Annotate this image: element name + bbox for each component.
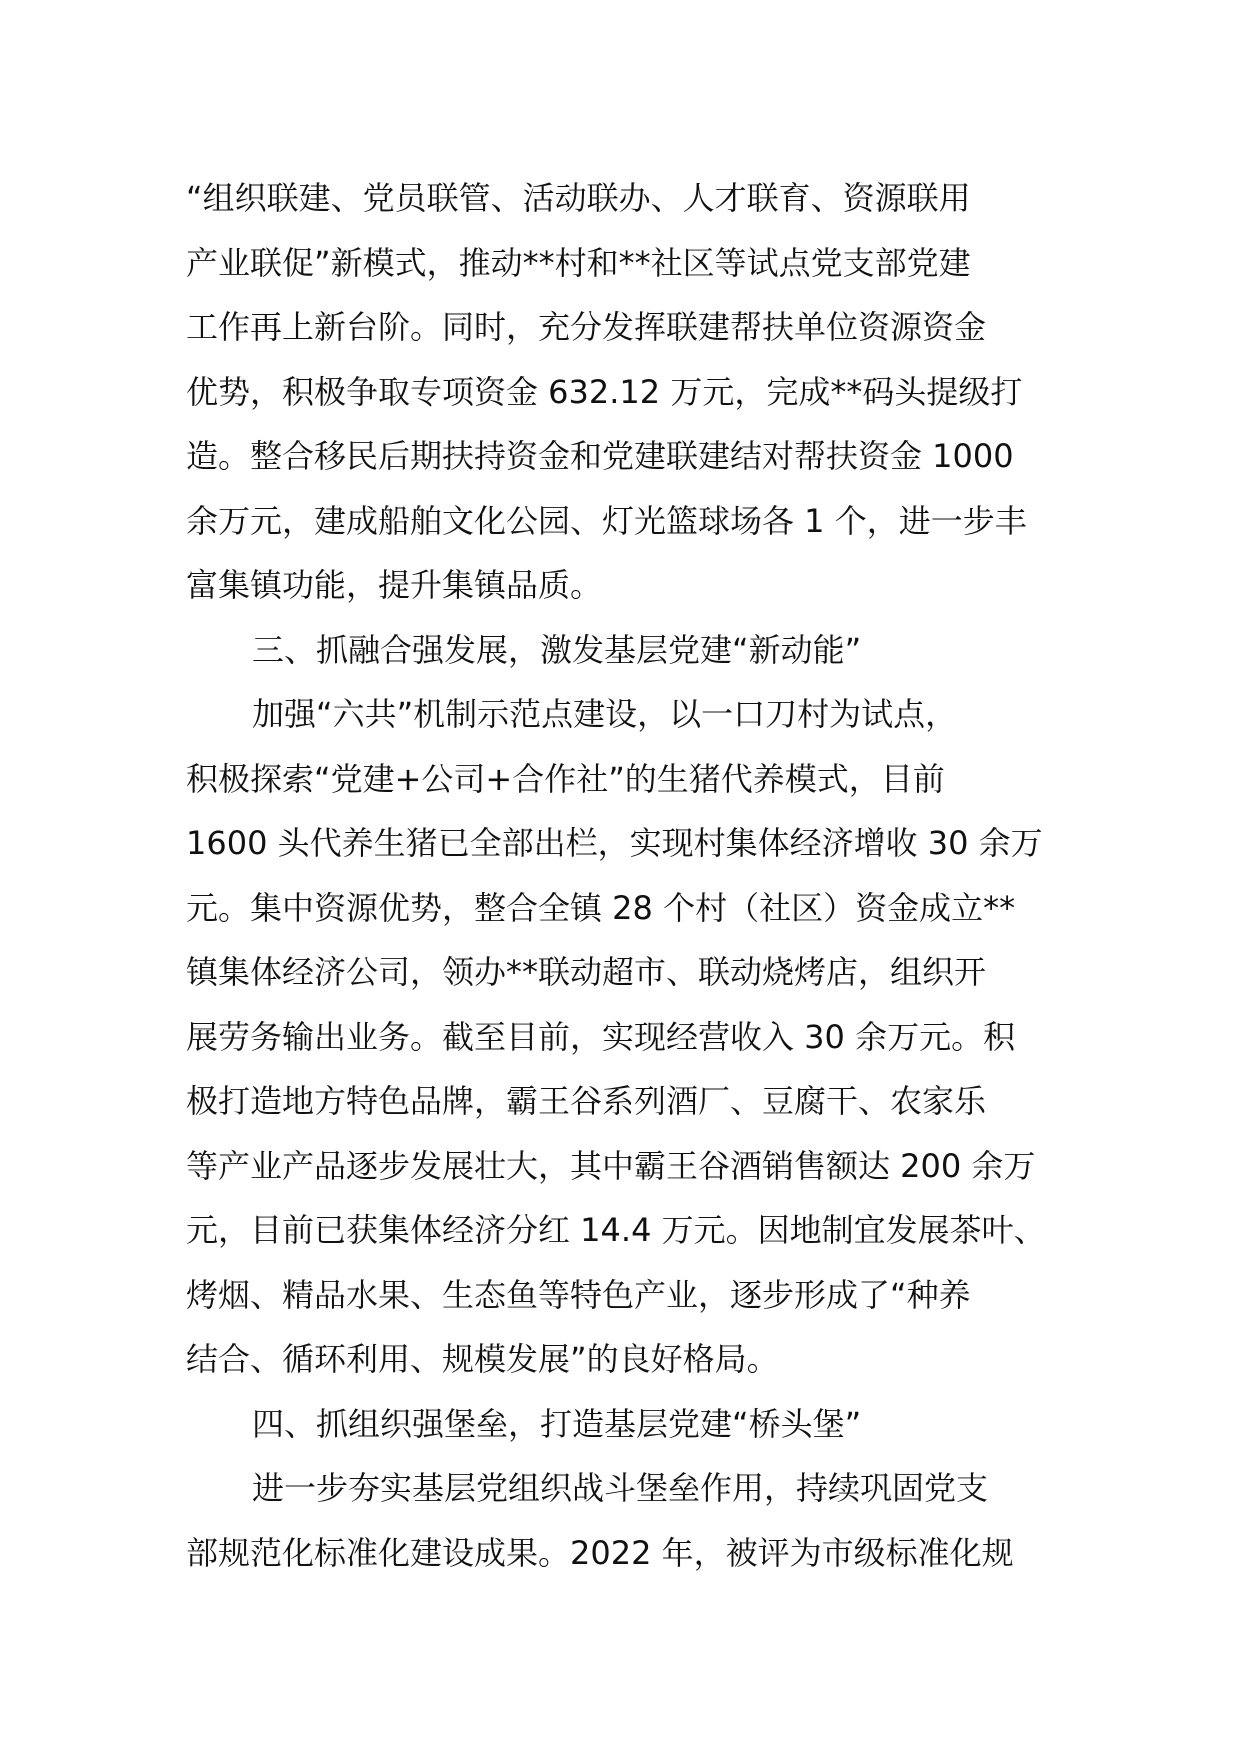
text-line: 工作再上新台阶。同时，充分发挥联建帮扶单位资源资金 xyxy=(186,308,987,346)
text-line: 烤烟、精品水果、生态鱼等特色产业，逐步形成了“种养 xyxy=(186,1275,971,1314)
text-line: 结合、循环利用、规模发展”的良好格局。 xyxy=(186,1340,779,1378)
text-line: 元，目前已获集体经济分红 14.4 万元。因地制宜发展茶叶、 xyxy=(186,1211,1046,1249)
text-line: 造。整合移民后期扶持资金和党建联建结对帮扶资金 1000 xyxy=(186,437,1014,475)
text-line: 余万元，建成船舶文化公园、灯光篮球场各 1 个，进一步丰 xyxy=(186,501,1027,540)
text-line: 展劳务输出业务。截至目前，实现经营收入 30 余万元。积 xyxy=(186,1017,1016,1056)
text-line: 镇集体经济公司，领办**联动超市、联动烧烤店，组织开 xyxy=(186,953,987,991)
text-line: “组织联建、党员联管、活动联办、人才联育、资源联用 xyxy=(186,179,971,217)
text-line: 部规范化标准化建设成果。2022 年，被评为市级标准化规 xyxy=(186,1533,1014,1572)
text-line: 富集镇功能，提升集镇品质。 xyxy=(186,566,603,604)
paragraph-first-line: 加强“六共”机制示范点建设，以一口刀村为试点， xyxy=(252,695,958,733)
text-line: 极打造地方特色品牌，霸王谷系列酒厂、豆腐干、农家乐 xyxy=(186,1082,987,1120)
text-line: 积极探索“党建+公司+合作社”的生猪代养模式，目前 xyxy=(186,759,945,798)
text-line: 产业联促”新模式，推动**村和**社区等试点党支部党建 xyxy=(186,243,971,282)
section-heading-4: 四、抓组织强堡垒，打造基层党建“桥头堡” xyxy=(252,1404,862,1443)
text-line: 优势，积极争取专项资金 632.12 万元，完成**码头提级打 xyxy=(186,372,1023,411)
text-line: 元。集中资源优势，整合全镇 28 个村（社区）资金成立** xyxy=(186,888,1016,927)
section-heading-3: 三、抓融合强发展，激发基层党建“新动能” xyxy=(252,630,862,669)
text-line: 1600 头代养生猪已全部出栏，实现村集体经济增收 30 余万 xyxy=(186,824,1043,862)
paragraph-first-line: 进一步夯实基层党组织战斗堡垒作用，持续巩固党支 xyxy=(252,1469,989,1507)
text-line: 等产业产品逐步发展壮大，其中霸王谷酒销售额达 200 余万 xyxy=(186,1146,1036,1185)
document-body xyxy=(186,166,1066,1585)
